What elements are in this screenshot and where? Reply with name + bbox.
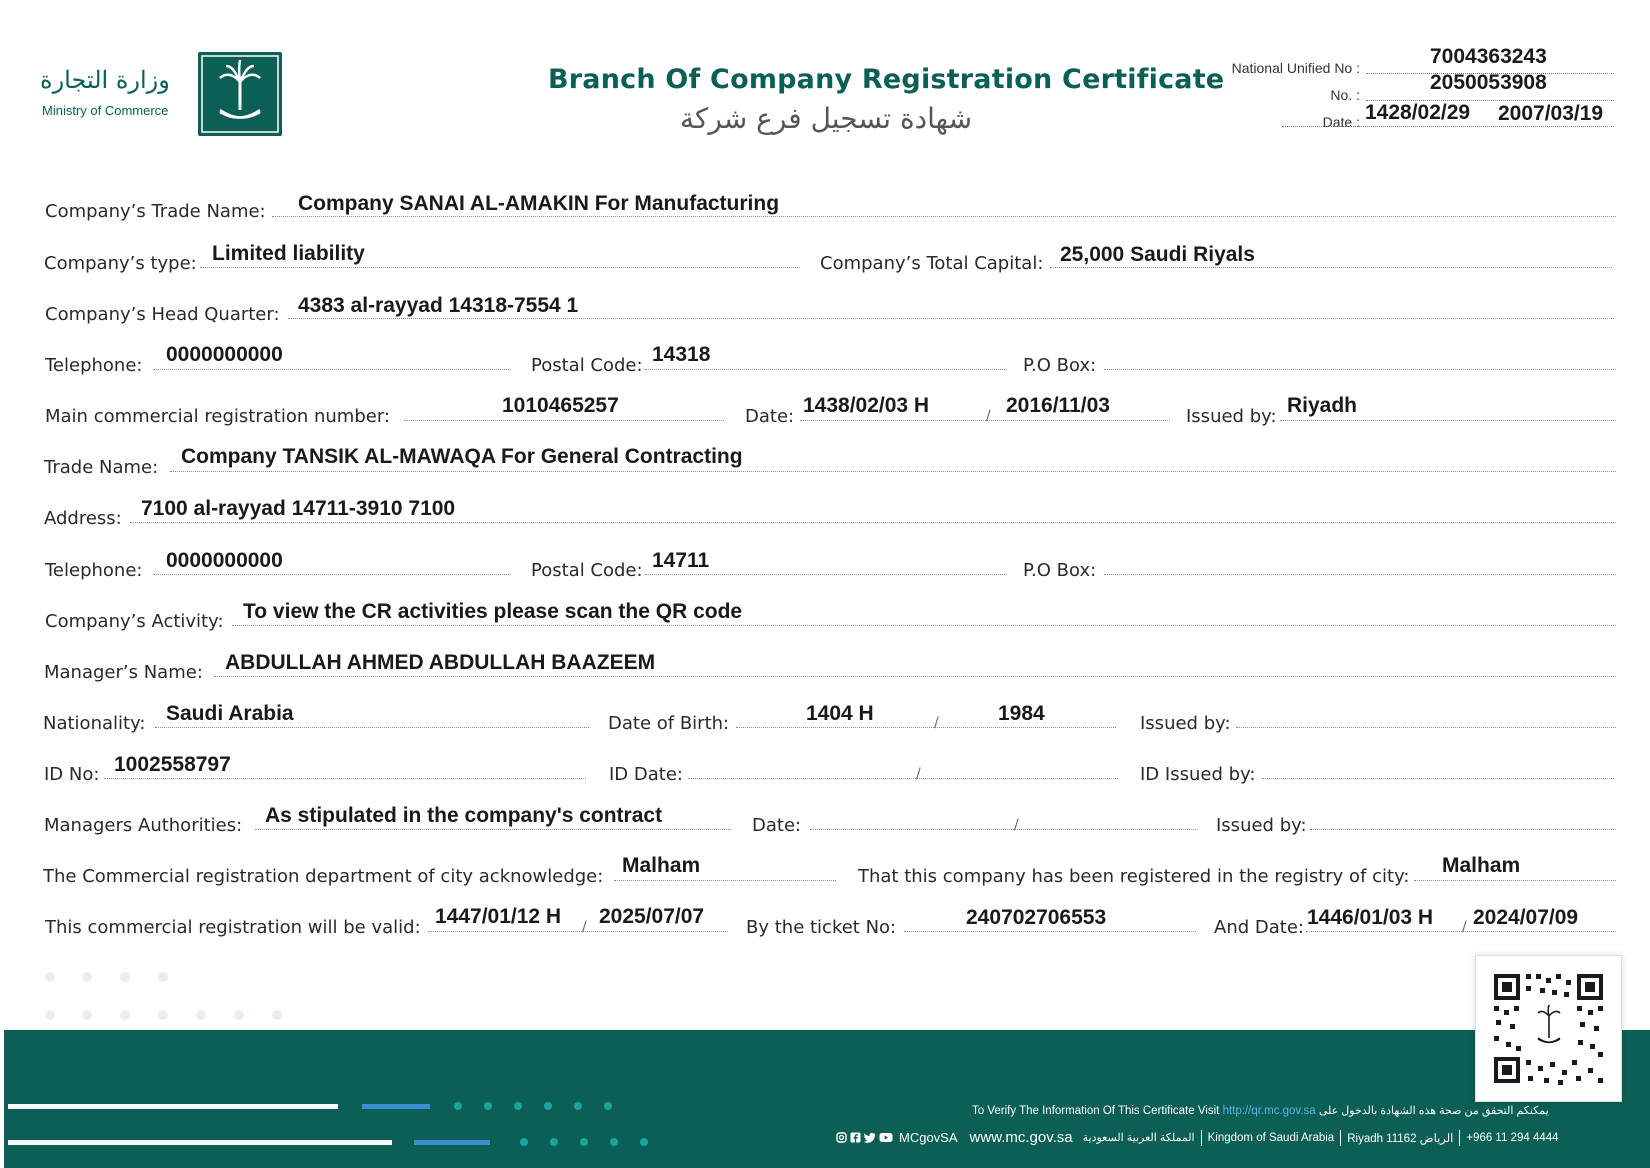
ticket-number-label: By the ticket No: [746,917,897,938]
ministry-logo-arabic: وزارة التجارة [40,66,170,94]
city-address: Riyadh 11162 الرياض [1347,1132,1454,1145]
kingdom-arabic: المملكة العربية السعودية [1082,1132,1195,1144]
postal-code-2-value: 14711 [652,549,710,572]
certificate-title-arabic: شهادة تسجيل فرع شركة [680,102,973,135]
youtube-icon[interactable] [879,1132,893,1143]
id-number-value: 1002558797 [114,753,231,776]
divider [1340,1130,1341,1146]
footer-bar [4,1030,1650,1168]
date-separator: / [1014,817,1019,833]
trade-name-label: Company’s Trade Name: [45,201,266,222]
facebook-icon[interactable] [850,1132,861,1143]
validity-gregorian: 2025/07/07 [599,905,705,928]
qr-code[interactable] [1475,955,1622,1102]
date-separator: / [1462,919,1467,935]
branch-trade-name-value: Company TANSIK AL-MAWAQA For General Contracting [181,445,743,468]
telephone-label: Telephone: [45,355,143,376]
and-date-label: And Date: [1214,917,1304,938]
twitter-icon[interactable] [864,1132,876,1143]
social-handle[interactable]: MCgovSA [899,1130,958,1145]
main-cr-value: 1010465257 [502,394,619,417]
social-icons [836,1132,893,1143]
id-date-label: ID Date: [609,764,683,785]
qr-code-icon [1476,956,1621,1101]
company-type-value: Limited liability [212,242,365,265]
number-label: No. : [1330,87,1360,103]
id-number-label: ID No: [44,764,100,785]
registry-city-value: Malham [1442,854,1521,877]
trade-name-value: Company SANAI AL-AMAKIN For Manufacturing [298,192,780,215]
registry-city-label: That this company has been registered in the registry of city: [858,866,1410,887]
authorities-issued-label: Issued by: [1216,815,1307,836]
instagram-icon[interactable] [836,1132,847,1143]
dob-issued-label: Issued by: [1140,713,1231,734]
date-label: Date : [1322,114,1360,130]
number-value: 2050053908 [1430,71,1547,94]
postal-code-value: 14318 [652,343,711,366]
verify-label: To Verify The Information Of This Certificate Visit [972,1105,1220,1117]
date-of-birth-gregorian: 1984 [998,702,1045,725]
date-separator: / [986,408,991,424]
and-date-hijri: 1446/01/03 H [1307,906,1434,929]
manager-name-label: Manager’s Name: [44,662,203,683]
validity-hijri: 1447/01/12 H [435,905,562,928]
main-cr-date-hijri: 1438/02/03 H [803,394,930,417]
telephone-2-label: Telephone: [45,560,143,581]
ministry-logo-english: Ministry of Commerce [42,103,169,118]
po-box-2-label: P.O Box: [1023,560,1097,581]
and-date-gregorian: 2024/07/09 [1473,906,1579,929]
date-of-birth-label: Date of Birth: [608,713,730,734]
head-quarter-value: 4383 al-rayyad 14318-7554 1 [298,294,579,317]
total-capital-label: Company’s Total Capital: [820,253,1044,274]
main-cr-date-label: Date: [745,406,795,427]
id-issued-label: ID Issued by: [1140,764,1256,785]
cr-department-label: The Commercial registration department of city acknowledge: [43,866,604,887]
verify-link[interactable]: http://qr.mc.gov.sa [1222,1105,1316,1117]
validity-label: This commercial registration will be valid: [45,917,421,938]
website-link[interactable]: www.mc.gov.sa [969,1129,1073,1146]
managers-authorities-value: As stipulated in the company's contract [265,804,663,827]
total-capital-value: 25,000 Saudi Riyals [1060,243,1255,266]
main-cr-issued-label: Issued by: [1186,406,1277,427]
main-cr-date-gregorian: 2016/11/03 [1006,394,1110,417]
postal-code-2-label: Postal Code: [531,560,643,581]
ticket-number-value: 240702706553 [966,906,1107,929]
phone-number: +966 11 294 4444 [1466,1131,1559,1144]
contact-line [836,1129,1559,1146]
verify-text [972,1104,1549,1117]
managers-authorities-label: Managers Authorities: [44,815,243,836]
postal-code-label: Postal Code: [531,355,643,376]
cr-department-value: Malham [622,854,701,877]
activity-value: To view the CR activities please scan the QR code [243,600,743,623]
branch-trade-name-label: Trade Name: [44,457,159,478]
verify-arabic: يمكنكم التحقق من صحة هذه الشهادة بالدخول على [1318,1105,1549,1117]
header-date-hijri: 1428/02/29 [1365,101,1471,124]
main-cr-label: Main commercial registration number: [45,406,390,427]
divider [1459,1130,1460,1146]
head-quarter-label: Company’s Head Quarter: [45,304,280,325]
telephone-2-value: 0000000000 [166,549,283,572]
saudi-emblem-icon [198,52,282,136]
divider [1201,1130,1202,1146]
manager-name-value: ABDULLAH AHMED ABDULLAH BAAZEEM [225,651,656,674]
date-separator: / [582,919,587,935]
date-separator: / [916,766,921,782]
header-date-gregorian: 2007/03/19 [1498,102,1604,125]
authorities-date-label: Date: [752,815,802,836]
palm-swords-icon [198,52,282,136]
national-unified-value: 7004363243 [1430,45,1547,68]
activity-label: Company’s Activity: [45,611,224,632]
national-unified-label: National Unified No : [1231,60,1360,76]
address-label: Address: [44,508,122,529]
telephone-value: 0000000000 [166,343,283,366]
kingdom-english: Kingdom of Saudi Arabia [1207,1131,1335,1144]
company-type-label: Company’s type: [44,253,197,274]
certificate-title-english: Branch Of Company Registration Certificate [548,64,1225,95]
address-value: 7100 al-rayyad 14711-3910 7100 [141,497,456,520]
nationality-label: Nationality: [43,713,146,734]
nationality-value: Saudi Arabia [166,702,294,725]
po-box-label: P.O Box: [1023,355,1097,376]
date-separator: / [934,715,939,731]
main-cr-issued-value: Riyadh [1287,394,1358,417]
date-of-birth-hijri: 1404 H [806,702,874,725]
